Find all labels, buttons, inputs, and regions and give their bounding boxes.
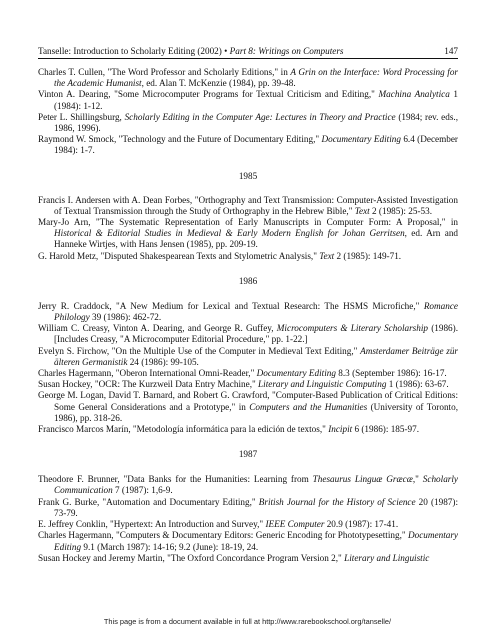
document-page xyxy=(38,46,458,564)
bib-entry: Charles T. Cullen, "The Word Professor and Scholarly Editions," in A Grin on the Interface: Word Processing for the Academic Humanist, ed. Alan T. McKenzie (1984), pp. 39-48. xyxy=(38,67,458,89)
bib-entry: Francisco Marcos Marín, "Metodología informática para la edición de textos," Incipit 6 (1986): 185-97. xyxy=(38,424,420,435)
year-heading-1987: 1987 xyxy=(238,449,258,460)
bib-entry: Evelyn S. Firchow, "On the Multiple Use of the Computer in Medieval Text Editing," Amsterdamer Beiträge zür älteren Germanistik 24 (1986): 99-105. xyxy=(38,345,458,367)
footer-note: This page is from a document available in full at http://www.rarebookschool.org/tanselle/ xyxy=(103,617,392,626)
year-heading-1986: 1986 xyxy=(238,275,258,286)
bib-entry: Theodore F. Brunner, "Data Banks for the Humanities: Learning from Thesaurus Linguæ Græcæ," Scholarly Communication 7 (1987): 1,6-9. xyxy=(38,474,458,496)
bib-entry: Charles Hagermann, "Computers & Documentary Editors: Generic Encoding for Phototypesetting," Documentary Editing 9.1 (March 1987): 14-16; 9.2 (June): 18-19, 24. xyxy=(38,530,458,552)
running-header xyxy=(38,46,458,59)
year-heading-1985: 1985 xyxy=(238,170,258,181)
running-title: Tanselle: Introduction to Scholarly Editing (2002) • Part 8: Writings on Computers xyxy=(38,46,344,56)
bib-entry: Frank G. Burke, "Automation and Documentary Editing," British Journal for the History of Science 20 (1987): 73-79. xyxy=(38,496,459,518)
bibliography xyxy=(38,67,458,564)
bib-entry: Vinton A. Dearing, "Some Microcomputer Programs for Textual Criticism and Editing," Machina Analytica 1 (1984): 1-12. xyxy=(38,89,459,111)
bib-entry: Mary-Jo Arn, "The Systematic Representation of Early Manuscripts in Computer Form: A Proposal," in Historical & Editorial Studies in Medieval & Early Modern English for Johan Gerritsen, ed. Arn and Hanneke Wirtjes, with Hans Jensen (1985), pp. 209-19. xyxy=(38,217,459,250)
bib-entry: George M. Logan, David T. Barnard, and Robert G. Crawford, "Computer-Based Publication of Critical Editions: Some General Considerations and a Prototype," in Computers and the Humanities (University of Toronto, 1986), pp. 318-26. xyxy=(38,390,458,423)
bib-entry: Raymond W. Smock, "Technology and the Future of Documentary Editing," Documentary Editing 6.4 (December 1984): 1-7. xyxy=(38,134,458,156)
bib-entry: Jerry R. Craddock, "A New Medium for Lexical and Textual Research: The HSMS Microfiche," Romance Philology 39 (1986): 462-72. xyxy=(38,300,458,323)
bib-entry: Susan Hockey, "OCR: The Kurzweil Data Entry Machine," Literary and Linguistic Computing 1 (1986): 63-67. xyxy=(38,379,449,390)
bib-entry: Francis I. Andersen with A. Dean Forbes, "Orthography and Text Transmission: Computer-Assisted Investigation of Textual Transmission through the Study of Orthography in the Hebrew Bible," Text 2 (1985): 25-53. xyxy=(38,194,458,216)
bib-entry: E. Jeffrey Conklin, "Hypertext: An Introduction and Survey," IEEE Computer 20.9 (1987): 17-41. xyxy=(38,519,399,530)
bib-entry: Susan Hockey and Jeremy Martin, "The Oxford Concordance Program Version 2," Literary and Linguistic xyxy=(38,552,430,563)
bib-entry: Charles Hagermann, "Oberon International Omni-Reader," Documentary Editing 8.3 (September 1986): 16-17. xyxy=(38,368,447,379)
bib-entry: William C. Creasy, Vinton A. Dearing, and George R. Guffey, Microcomputers & Literary Scholarship (1986). [Includes Creasy, "A Microcomputer Editorial Procedure," pp. 1-22.] xyxy=(38,323,458,345)
page-number: 147 xyxy=(444,46,458,56)
bib-entry: G. Harold Metz, "Disputed Shakespearean Texts and Stylometric Analysis," Text 2 (1985): 149-71. xyxy=(38,250,402,261)
bib-entry: Peter L. Shillingsburg, Scholarly Editing in the Computer Age: Lectures in Theory and Practice (1984; rev. eds., 1986, 1996). xyxy=(38,111,459,134)
